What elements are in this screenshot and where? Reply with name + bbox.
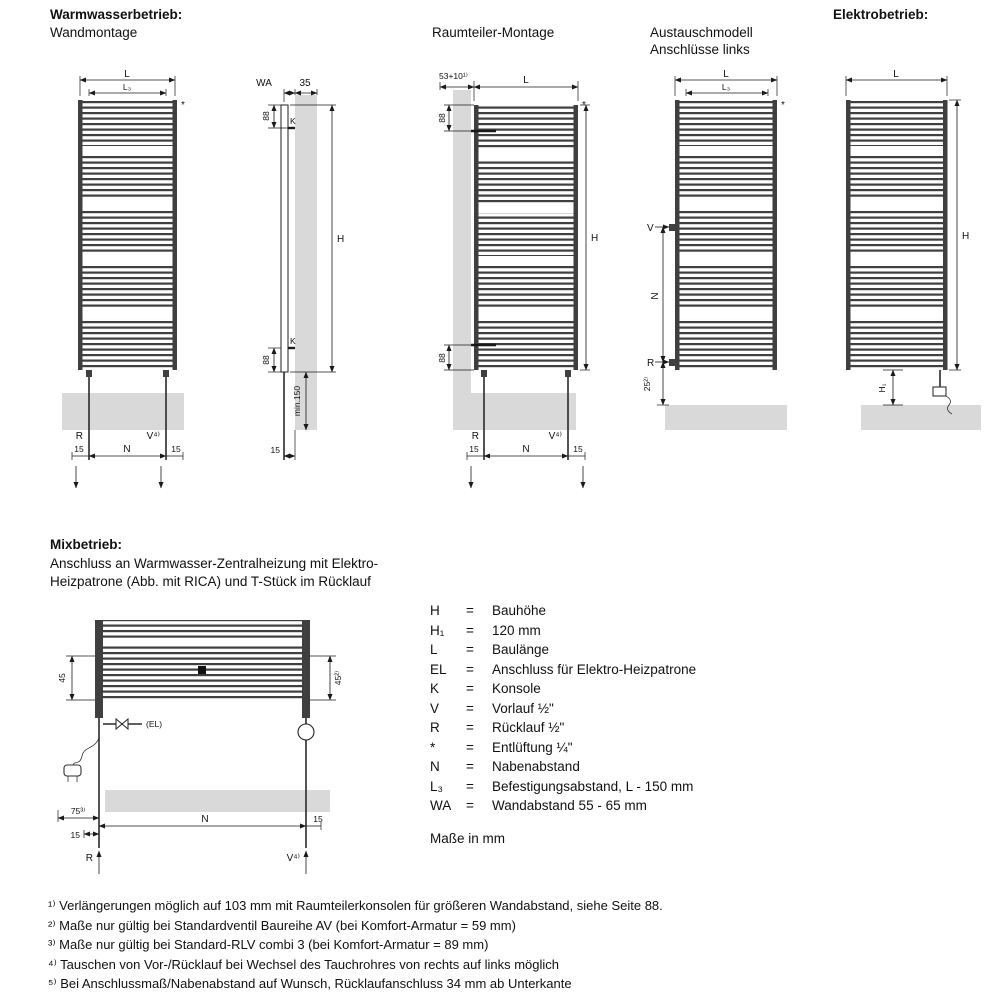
dim-label-88-top: 88	[261, 111, 271, 121]
legend-row: WA = Wandabstand 55 - 65 mm	[430, 796, 696, 816]
section-title-raumteiler: Raumteiler-Montage	[432, 25, 555, 40]
section-sub-wandmontage: Wandmontage	[50, 25, 138, 40]
power-plug-icon	[64, 765, 81, 776]
legend-symbol: *	[430, 739, 436, 755]
dim-label-45-left: 45	[57, 673, 67, 683]
connection-stub-R	[669, 359, 675, 366]
legend-symbol: V	[430, 700, 440, 716]
dim-label-L: L	[124, 69, 130, 80]
dim-label-WA: WA	[256, 78, 272, 89]
diagram-wandmontage	[45, 68, 230, 493]
vent-star: *	[582, 100, 586, 111]
legend-symbol: WA	[430, 798, 452, 813]
dim-label-K-top: K	[290, 116, 296, 126]
diagram-raumteiler	[438, 68, 603, 493]
legend-row: K = Konsole	[430, 679, 696, 699]
footnote-2: ²⁾ Maße nur gültig bei Standardventil Baureihe AV (bei Komfort-Armatur = 59 mm)	[48, 917, 516, 933]
radiator-collector-left	[474, 105, 479, 370]
legend-desc: Befestigungsabstand, L - 150 mm	[492, 778, 694, 794]
dim-label-15-right: 15	[313, 814, 323, 824]
dim-label-R: R	[647, 358, 655, 369]
legend-desc: Bauhöhe	[492, 603, 547, 618]
radiator-collector-left	[78, 100, 83, 370]
legend-symbol: H₁	[430, 622, 445, 638]
mix-description-line1: Anschluss an Warmwasser-Zentralheizung mit Elektro-	[50, 556, 379, 571]
vent-star: *	[781, 100, 785, 111]
dim-label-35: 35	[299, 78, 311, 89]
dim-label-15-left: 15	[70, 830, 80, 840]
dim-label-H: H	[591, 233, 599, 244]
dim-label-N: N	[650, 292, 661, 300]
floor	[455, 393, 576, 430]
legend-desc: Baulänge	[492, 642, 550, 657]
dim-label-L: L	[723, 69, 729, 80]
radiator-collector-right	[773, 100, 778, 370]
diagram-elektrobetrieb	[833, 68, 988, 433]
radiator-collector-right	[574, 105, 579, 370]
dim-label-V: V⁴⁾	[286, 853, 300, 864]
dim-label-L3: L₃	[122, 82, 132, 92]
legend-row: H = Bauhöhe	[430, 601, 696, 621]
radiator-body	[479, 105, 574, 370]
dim-label-L3: L₃	[721, 82, 731, 92]
radiator-collector-left	[846, 100, 851, 370]
legend-symbol: R	[430, 720, 440, 735]
dim-label-K-bottom: K	[290, 336, 296, 346]
radiator-collector-left	[675, 100, 680, 370]
section-title-warmwasser: Warmwasserbetrieb:	[50, 7, 183, 22]
dim-label-R: R	[75, 431, 83, 442]
dim-label-15-left: 15	[74, 444, 84, 454]
dim-label-EL: (EL)	[146, 719, 163, 729]
dim-label-V: V	[647, 223, 654, 234]
dim-label-min150: min.150	[292, 385, 302, 417]
dim-label-H: H	[962, 231, 970, 242]
dim-label-75: 75³⁾	[70, 806, 86, 816]
legend-row: L = Baulänge	[430, 640, 696, 660]
floor	[665, 405, 787, 430]
dim-label-88-bottom: 88	[261, 355, 271, 365]
section-title-elektro: Elektrobetrieb:	[833, 7, 929, 22]
dim-label-L: L	[893, 69, 899, 80]
heating-element-icon	[933, 387, 946, 396]
radiator-collector-right	[943, 100, 948, 370]
legend-row: * = Entlüftung ¼"	[430, 738, 696, 758]
legend-row: N = Nabenabstand	[430, 757, 696, 777]
dim-label-88-top: 88	[437, 113, 447, 123]
legend-symbol: L₃	[430, 778, 444, 794]
section-title-mix: Mixbetrieb:	[50, 537, 123, 552]
footnote-3: ³⁾ Maße nur gültig bei Standard-RLV combi 3 (bei Komfort-Armatur = 89 mm)	[48, 937, 489, 952]
legend-desc: 120 mm	[492, 622, 541, 638]
partition-wall	[453, 90, 471, 430]
dim-label-H1: H₁	[877, 383, 887, 393]
footnotes	[48, 896, 663, 994]
radiator-bottom-section	[103, 620, 302, 700]
dim-label-R: R	[85, 853, 93, 864]
footnote-5: ⁵⁾ Bei Anschlussmaß/Nabenabstand auf Wunsch, Rücklaufanschluss 34 mm ab Unterkante	[48, 976, 572, 991]
mix-description-line2: Heizpatrone (Abb. mit RICA) und T-Stück im Rücklauf	[50, 574, 371, 589]
drain-plug	[198, 666, 206, 674]
radiator-collector-right	[302, 620, 310, 718]
legend-row: R = Rücklauf ½"	[430, 718, 696, 738]
power-cable	[73, 738, 99, 766]
radiator-collector-left	[95, 620, 103, 718]
dim-label-15-left: 15	[469, 444, 479, 454]
legend-desc: Nabenabstand	[492, 759, 580, 774]
radiator-body	[680, 100, 773, 370]
legend-symbol: H	[430, 603, 440, 618]
legend-desc: Anschluss für Elektro-Heizpatrone	[492, 661, 697, 677]
radiator-body	[851, 100, 944, 370]
radiator-side-tube	[281, 105, 288, 372]
connection-stub-V	[669, 224, 675, 231]
legend-row: H₁ = 120 mm	[430, 621, 696, 641]
legend-row: EL = Anschluss für Elektro-Heizpatrone	[430, 660, 696, 680]
diagram-seitenansicht	[248, 68, 348, 493]
radiator-collector-right	[173, 100, 178, 370]
radiator-body	[83, 100, 173, 370]
legend-symbol: N	[430, 759, 440, 774]
section-title-austausch-1: Austauschmodell	[650, 25, 753, 40]
legend-desc: Entlüftung ¼"	[492, 739, 573, 755]
legend-desc: Wandabstand 55 - 65 mm	[492, 798, 647, 813]
dim-label-N: N	[201, 814, 209, 825]
dim-label-53-10: 53+10¹⁾	[439, 71, 468, 81]
legend-symbol: L	[430, 642, 438, 657]
dim-label-R: R	[471, 431, 479, 442]
footnote-1: ¹⁾ Verlängerungen möglich auf 103 mm mit Raumteilerkonsolen für größeren Wandabstand, siehe Seite 88.	[48, 898, 663, 913]
dim-label-15-right: 15	[573, 444, 583, 454]
vent-star: *	[181, 100, 185, 111]
legend-symbol: EL	[430, 661, 447, 677]
legend	[430, 601, 696, 846]
legend-desc: Vorlauf ½"	[492, 700, 554, 716]
floor	[861, 405, 981, 430]
units-note: Maße in mm	[430, 830, 506, 846]
valve-icon	[116, 719, 128, 729]
legend-symbol: K	[430, 681, 440, 696]
diagram-austauschmodell	[642, 68, 792, 433]
dim-label-15-right: 15	[171, 444, 181, 454]
legend-desc: Rücklauf ½"	[492, 720, 565, 735]
dim-label-N: N	[123, 444, 131, 455]
dim-label-45-right: 45²⁾	[333, 670, 343, 686]
dim-label-H: H	[337, 234, 345, 245]
diagram-mixbetrieb	[50, 608, 350, 893]
dim-label-V: V⁴⁾	[146, 431, 160, 442]
legend-row: V = Vorlauf ½"	[430, 699, 696, 719]
dim-label-L: L	[523, 75, 529, 86]
floor	[105, 790, 330, 812]
legend-row: L₃ = Befestigungsabstand, L - 150 mm	[430, 777, 696, 797]
dim-label-15: 15	[270, 445, 280, 455]
section-title-austausch-2: Anschlüsse links	[650, 42, 750, 57]
legend-desc: Konsole	[492, 681, 541, 696]
valve-head-icon	[298, 724, 314, 740]
dim-label-25: 25²⁾	[642, 376, 652, 392]
dim-label-88-bottom: 88	[437, 353, 447, 363]
dim-label-N: N	[522, 444, 530, 455]
dim-label-V: V⁴⁾	[548, 431, 562, 442]
footnote-4: ⁴⁾ Tauschen von Vor-/Rücklauf bei Wechsel des Tauchrohres von rechts auf links möglich	[48, 956, 559, 972]
